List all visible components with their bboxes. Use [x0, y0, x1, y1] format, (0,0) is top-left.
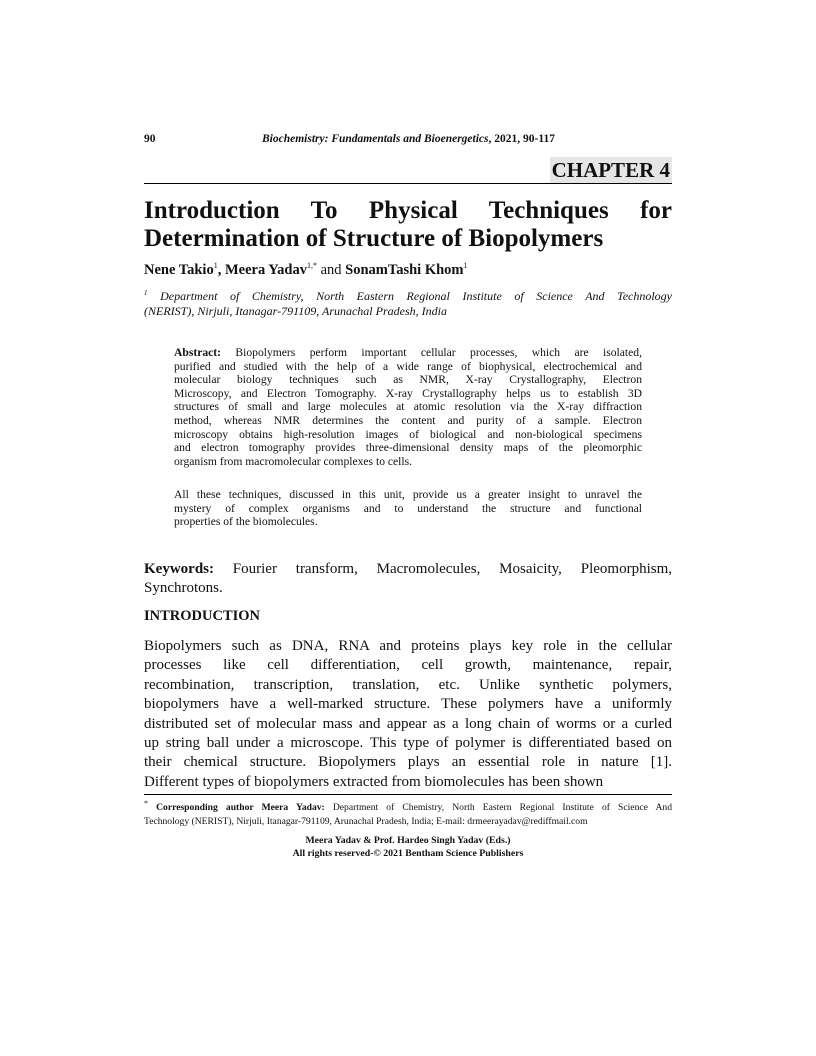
- body-line: biopolymers have a well-marked structure. These polymers have a uniformly: [144, 696, 672, 713]
- footnote-rule: [144, 794, 672, 795]
- page-number: 90: [144, 133, 156, 145]
- body-line: Biopolymers such as DNA, RNA and proteins plays key role in the cellular: [144, 638, 672, 654]
- title-line: Determination of Structure of Biopolymers: [144, 225, 604, 252]
- title-line: Introduction To Physical Techniques for: [144, 197, 672, 224]
- abstract-line: [174, 346, 642, 360]
- journal-title: Biochemistry: Fundamentals and Bioenergetics: [262, 133, 489, 145]
- affiliation-line: (NERIST), Nirjuli, Itanagar-791109, Arunachal Pradesh, India: [144, 304, 447, 318]
- author-list: [144, 261, 468, 279]
- footnote-mark: *: [144, 799, 148, 808]
- abstract-label: Abstract:: [174, 346, 222, 359]
- abstract-line: All these techniques, discussed in this unit, provide us a greater insight to unravel the: [174, 488, 642, 501]
- keywords-text: Synchrotons.: [144, 580, 223, 596]
- author-affil-mark: 1: [463, 261, 468, 270]
- body-line: their chemical structure. Biopolymers plays an essential role in nature [1].: [144, 754, 672, 771]
- chapter-rule: [144, 183, 672, 184]
- chapter-label: CHAPTER 4: [551, 158, 670, 182]
- affiliation-mark: 1: [144, 289, 148, 297]
- section-heading: INTRODUCTION: [144, 608, 261, 624]
- book-credits: [144, 834, 672, 860]
- footnote-label: Corresponding author Meera Yadav:: [156, 802, 325, 814]
- footnote-text: Technology (NERIST), Nirjuli, Itanagar-791109, Arunachal Pradesh, India; E-mail: drmeerayadav@rediffmail.com: [144, 816, 588, 828]
- author-name: Meera Yadav: [224, 261, 307, 278]
- abstract: [174, 346, 642, 468]
- abstract-line: and electron tomography provides three-dimensional density maps of the pleomorphic: [174, 441, 642, 455]
- body-line: up string ball under a microscope. This type of polymer is differentiated based on: [144, 735, 672, 752]
- affiliation-line: Department of Chemistry, North Eastern Regional Institute of Science And Technology: [160, 289, 673, 303]
- copyright: All rights reserved-© 2021 Bentham Science Publishers: [292, 848, 524, 859]
- chapter-title: [144, 197, 672, 253]
- body-line: Different types of biopolymers extracted from biomolecules has been shown: [144, 773, 604, 790]
- abstract-line: properties of the biomolecules.: [174, 515, 318, 529]
- author-separator: and: [316, 261, 346, 278]
- abstract-line: method, whereas NMR determines the content and purity of a sample. Electron: [174, 413, 642, 427]
- abstract-line: organism from macromolecular complexes to cells.: [174, 454, 413, 468]
- keywords-label: Keywords:: [144, 561, 214, 577]
- abstract-line: microscopy obtains high-resolution images of biological and non-biological specimens: [174, 427, 642, 441]
- abstract-line: structures of small and large molecules at atomic resolution via the X-ray diffraction: [174, 400, 642, 414]
- footnote: [144, 797, 672, 829]
- body-line: distributed set of molecular mass and appear as a long chain of worms or a curled: [144, 715, 672, 732]
- introduction-body: [144, 637, 672, 792]
- author-name: SonamTashi Khom: [345, 261, 464, 278]
- author-affil-mark: 1: [213, 261, 218, 270]
- author-name: Nene Takio: [144, 261, 214, 278]
- abstract-line: purified and studied with the help of a wide range of biophysical, electrochemical and: [174, 359, 642, 373]
- abstract-line: Microscopy, and Electron Tomography. X-ray Crystallography helps us to establish 3D: [174, 386, 642, 400]
- abstract-line: mystery of complex organisms and to understand the structure and functional: [174, 501, 642, 515]
- author-separator: ,: [217, 261, 225, 278]
- author-affil-mark: 1,*: [306, 261, 317, 270]
- affiliation: [144, 286, 672, 319]
- abstract-line-text: Biopolymers perform important cellular processes, which are isolated,: [221, 346, 642, 359]
- abstract-paragraph-2: [174, 488, 642, 529]
- abstract-line: molecular biology techniques such as NMR, X-ray Crystallography, Electron: [174, 373, 642, 387]
- footnote-text: Department of Chemistry, North Eastern Regional Institute of Science And: [324, 802, 672, 814]
- journal-citation: [262, 133, 555, 145]
- journal-year-pages: , 2021, 90-117: [488, 133, 555, 145]
- keywords: [144, 560, 672, 598]
- body-line: processes like cell differentiation, cell growth, maintenance, repair,: [144, 657, 672, 674]
- body-line: recombination, transcription, translation, etc. Unlike synthetic polymers,: [144, 676, 672, 693]
- editors: Meera Yadav & Prof. Hardeo Singh Yadav (Eds.): [305, 835, 511, 846]
- keywords-text: Fourier transform, Macromolecules, Mosaicity, Pleomorphism,: [214, 561, 672, 577]
